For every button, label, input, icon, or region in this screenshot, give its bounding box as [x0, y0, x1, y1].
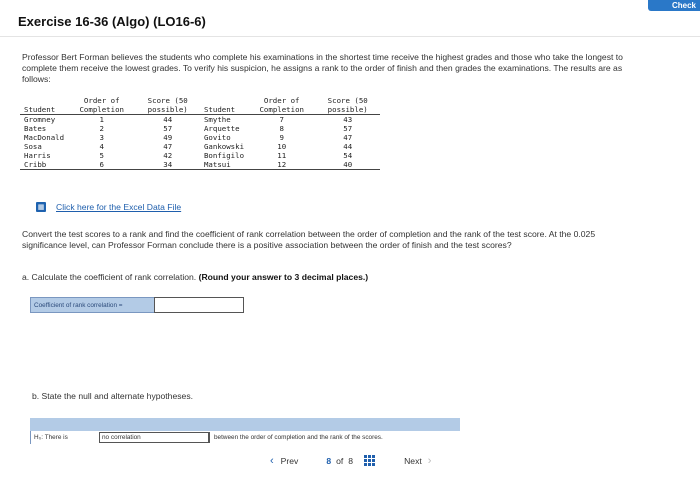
cell-order: 4: [99, 142, 104, 151]
prev-label: Prev: [280, 456, 299, 466]
part-a-instruction: (Round your answer to 3 decimal places.): [198, 272, 369, 282]
next-label: Next: [404, 456, 422, 466]
cell-student: Bonfigilo: [203, 151, 245, 160]
hypothesis-row: [30, 431, 461, 444]
part-a-prefix: a. Calculate the coefficient of rank correlation.: [22, 272, 197, 282]
part-b-prompt: b. State the null and alternate hypotheses.: [32, 391, 194, 401]
data-table: [20, 96, 380, 170]
cell-score: 42: [163, 151, 173, 160]
cell-student: Govito: [203, 133, 231, 142]
table-row: [20, 115, 380, 125]
table-row: [20, 133, 380, 142]
cell-order: 2: [99, 124, 104, 133]
intro-paragraph: Professor Bert Forman believes the students who complete his examinations in the shortest time receive the highest grades and those who take the longest to complete them receive the lowest grades. To verify his suspicion, he assigns a rank to the order of finish and then grades the examinations. The results are as follows:: [22, 52, 623, 84]
cell-student: Gromney: [24, 115, 56, 124]
cell-score: 40: [315, 160, 380, 170]
cell-score: 44: [343, 142, 353, 151]
cell-order: 11: [277, 151, 287, 160]
cell-order: 10: [277, 142, 287, 151]
prev-button[interactable]: [270, 456, 298, 466]
cell-order: 9: [279, 133, 284, 142]
cell-score: 57: [343, 124, 353, 133]
cell-order: 7: [279, 115, 284, 124]
cell-score: 49: [163, 133, 173, 142]
table-row: [20, 142, 380, 151]
header-student-2: Student: [200, 96, 248, 115]
question-text: Convert the test scores to a rank and find the coefficient of rank correlation between the order of completion and the rank of the test score. At the 0.025 significance level, can Professor Forman conclude there is a positive association between the order of finish and the test scores?: [22, 229, 596, 250]
header-score-2: Score (50 possible): [315, 96, 380, 115]
header-student: Student: [20, 96, 68, 115]
cell-student: Arquette: [203, 124, 240, 133]
cell-order: 12: [248, 160, 315, 170]
cell-score: 57: [163, 124, 173, 133]
title-divider: [0, 36, 700, 37]
chevron-right-icon: ›: [427, 455, 432, 467]
table-header-row: [20, 96, 380, 115]
coefficient-input[interactable]: [154, 297, 244, 313]
page-indicator: [326, 456, 353, 466]
table-row: [20, 160, 380, 170]
cell-score: 43: [343, 115, 353, 124]
cell-order: 6: [68, 160, 135, 170]
null-hypothesis-tail: between the order of completion and the rank of the scores.: [209, 432, 383, 443]
page-title: Exercise 16-36 (Algo) (LO16-6): [18, 14, 206, 29]
table-row: [20, 151, 380, 160]
table-row: [20, 124, 380, 133]
check-button[interactable]: Check: [648, 0, 700, 11]
null-hypothesis-label: H₀: There is: [34, 434, 68, 441]
cell-student: Cribb: [20, 160, 68, 170]
chevron-left-icon: ‹: [270, 455, 274, 467]
cell-student: Gankowski: [203, 142, 245, 151]
cell-student: Sosa: [24, 142, 42, 151]
header-order-2: Order of Completion: [248, 96, 315, 115]
cell-student: Harris: [24, 151, 51, 160]
part-a-prompt: [22, 272, 368, 282]
grid-icon[interactable]: [364, 455, 376, 467]
cell-score: 34: [135, 160, 200, 170]
cell-score: 47: [343, 133, 353, 142]
cell-order: 3: [99, 133, 104, 142]
cell-order: 8: [279, 124, 284, 133]
cell-student: Matsui: [200, 160, 248, 170]
cell-student: MacDonald: [24, 133, 65, 142]
cell-score: 44: [163, 115, 173, 124]
hypothesis-header-bar: [30, 418, 460, 432]
pagination: [270, 455, 431, 467]
coefficient-label: Coefficient of rank correlation =: [30, 297, 155, 313]
cell-student: Smythe: [203, 115, 231, 124]
total-pages: 8: [348, 456, 354, 466]
cell-score: 47: [163, 142, 173, 151]
excel-file-icon: ▦: [37, 204, 45, 211]
header-score: Score (50 possible): [135, 96, 200, 115]
coefficient-row: [30, 297, 244, 313]
cell-student: Bates: [24, 124, 47, 133]
excel-link-text[interactable]: Click here for the Excel Data File: [56, 202, 182, 212]
excel-data-link[interactable]: [36, 202, 181, 212]
null-hypothesis-select[interactable]: no correlation: [99, 432, 209, 443]
cell-score: 54: [343, 151, 353, 160]
cell-order: 1: [99, 115, 104, 124]
cell-order: 5: [99, 151, 104, 160]
current-page: 8: [326, 456, 332, 466]
next-button[interactable]: [404, 456, 431, 466]
page-of: of: [336, 456, 344, 466]
header-order: Order of Completion: [68, 96, 135, 115]
